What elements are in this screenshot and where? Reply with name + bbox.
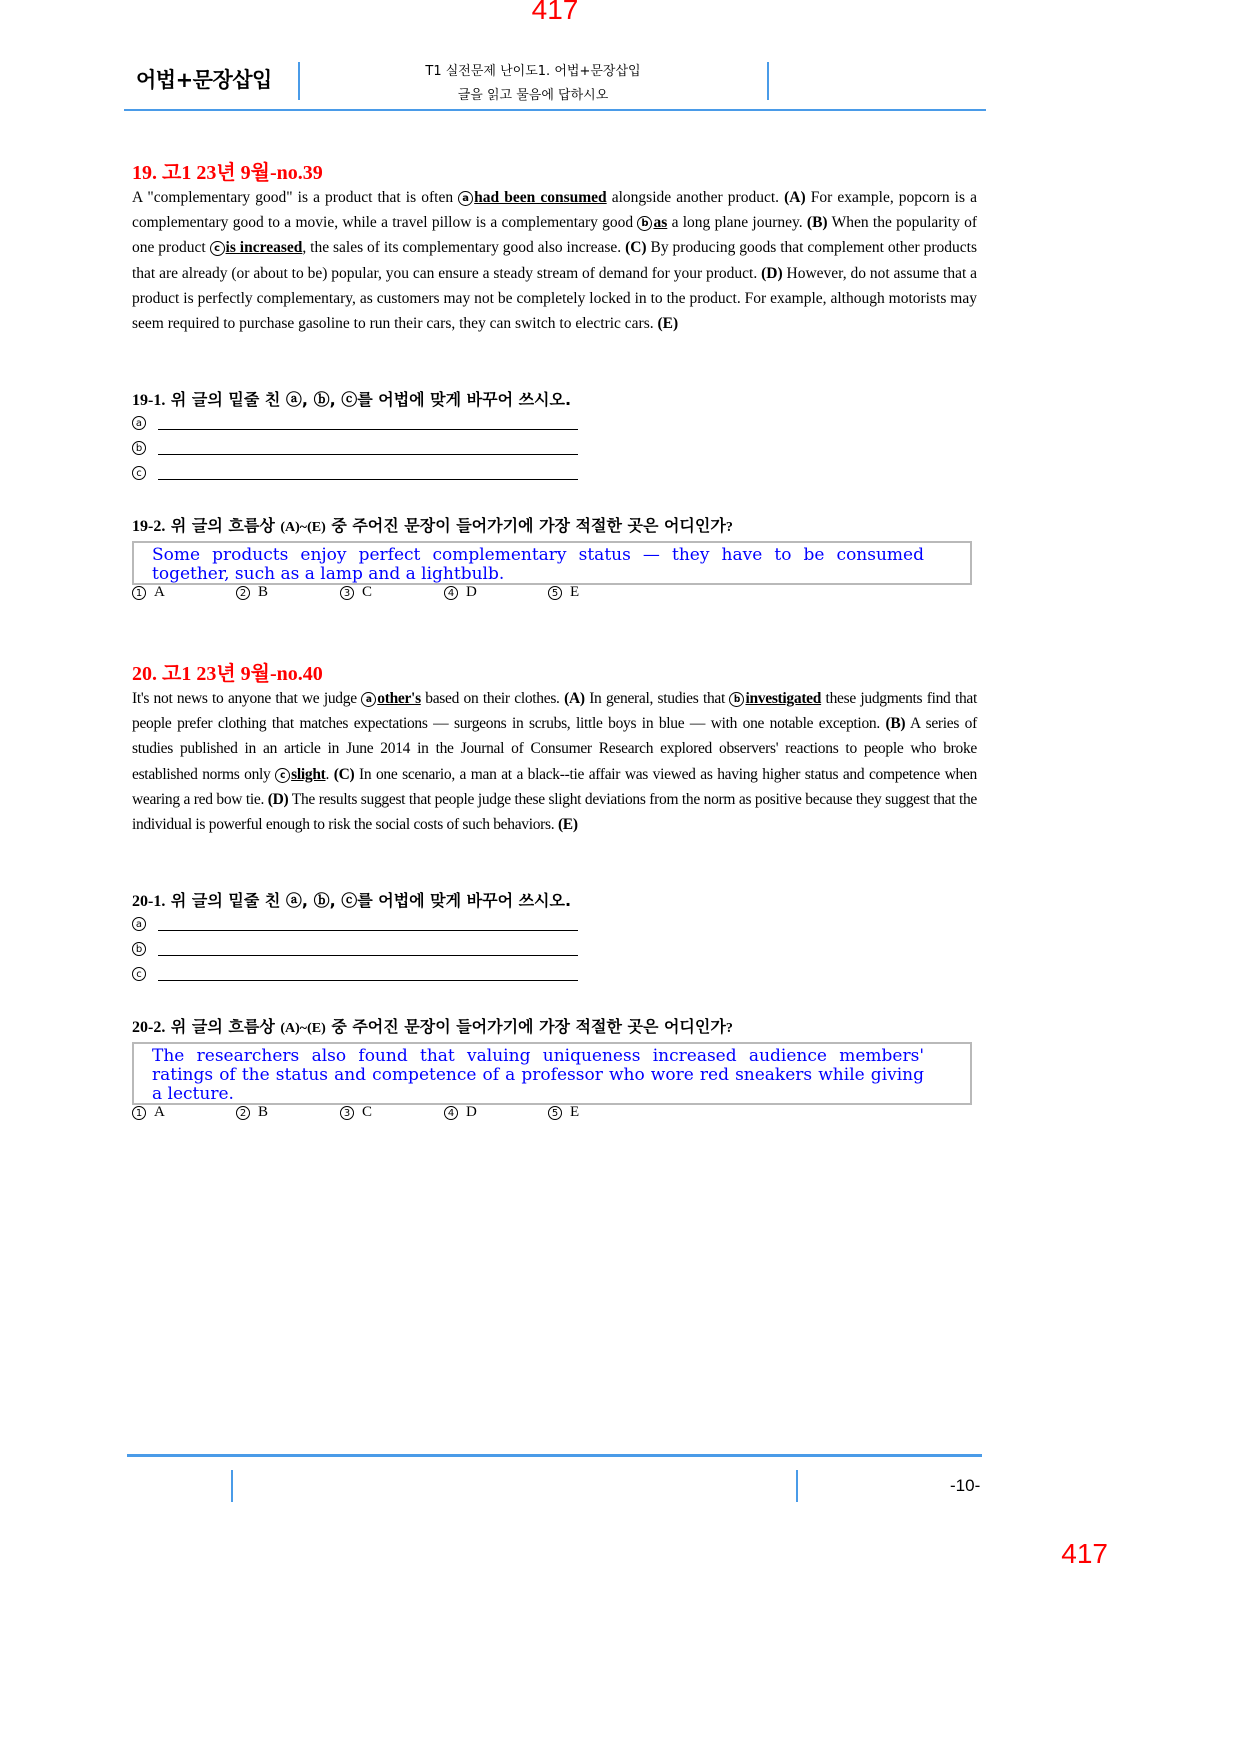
underlined-b: investigated bbox=[745, 690, 822, 707]
insert-marker-a: (A) bbox=[784, 189, 806, 206]
insert-marker-e: (E) bbox=[657, 315, 679, 333]
subquestion-text: 중 주어진 문장이 들어가기에 가장 적절한 곳은 어디인가 bbox=[325, 1017, 726, 1036]
subquestion-qmark: ? bbox=[725, 1021, 733, 1036]
circled-c-icon: c bbox=[132, 967, 146, 981]
passage-text: The results suggest that people judge these slight deviations from the norm as positive because they suggest that the individual is powerful enough to risk the social costs of such behaviors. bbox=[132, 790, 977, 834]
answer-row-c[interactable] bbox=[132, 466, 578, 480]
choice-2[interactable] bbox=[236, 1104, 340, 1121]
subquestion-number: 20-2. bbox=[132, 1019, 166, 1036]
question-title: 19. 고1 23년 9월-no.39 bbox=[132, 162, 323, 184]
circled-a-icon: a bbox=[132, 416, 146, 430]
insert-marker-b: (B) bbox=[885, 715, 906, 733]
answer-choices bbox=[132, 584, 652, 601]
passage bbox=[132, 686, 977, 837]
choice-label: E bbox=[570, 584, 580, 600]
answer-row-c[interactable] bbox=[132, 967, 578, 981]
passage-text: By producing goods that complement other products that are already (or about to be) popular, you can ensure a steady stream of demand for your product. bbox=[132, 239, 978, 282]
passage-text: In general, studies that bbox=[584, 690, 730, 707]
answer-row-a[interactable] bbox=[132, 416, 578, 430]
choice-label: C bbox=[362, 1104, 373, 1120]
circled-b-icon: b bbox=[132, 441, 146, 455]
page-number-top: 417 bbox=[531, 0, 579, 25]
insert-marker-a: (A) bbox=[564, 690, 585, 707]
given-sentence-box bbox=[132, 541, 972, 585]
circled-number-icon: 3 bbox=[340, 1106, 354, 1120]
choice-label: D bbox=[466, 584, 477, 600]
subquestion-qmark: ? bbox=[725, 520, 733, 535]
choice-4[interactable] bbox=[444, 1104, 548, 1121]
choice-3[interactable] bbox=[340, 1104, 444, 1121]
insert-marker-e: (E) bbox=[557, 816, 578, 834]
header-subtitle-line2: 글을 읽고 물음에 답하시오 bbox=[457, 88, 609, 103]
subquestion-insertion bbox=[132, 513, 733, 536]
choice-label: B bbox=[258, 1104, 269, 1120]
circled-a-icon: a bbox=[132, 917, 146, 931]
subquestion-text: 위 글의 흐름상 bbox=[165, 1017, 281, 1036]
choice-1[interactable] bbox=[132, 1104, 236, 1121]
answer-blank[interactable] bbox=[158, 943, 578, 956]
page-number-bottom: 417 bbox=[1061, 1538, 1108, 1569]
choice-5[interactable] bbox=[548, 1104, 652, 1121]
choice-label: D bbox=[466, 1104, 477, 1120]
subquestion-text: 위 글의 밑줄 친 ⓐ, ⓑ, ⓒ를 어법에 맞게 바꾸어 쓰시오. bbox=[165, 891, 572, 910]
footer-divider-left bbox=[231, 1470, 233, 1502]
passage-text: For example, popcorn is a complementary good to a movie, while a travel pillow is a complementary good bbox=[132, 189, 977, 232]
circled-number-icon: 1 bbox=[132, 586, 146, 600]
circled-c-icon: c bbox=[275, 768, 290, 783]
insert-marker-c: (C) bbox=[625, 239, 647, 257]
underlined-a: other's bbox=[377, 690, 421, 707]
passage-text: When the popularity of one product bbox=[132, 214, 978, 257]
circled-number-icon: 4 bbox=[444, 1106, 458, 1120]
circled-number-icon: 5 bbox=[548, 1106, 562, 1120]
given-sentence: The researchers also found that valuing uniqueness increased audience members' ratings of the status and competence of a professor who wore red sneakers while giving a lecture. bbox=[152, 1046, 924, 1104]
answer-blank[interactable] bbox=[158, 442, 578, 455]
underlined-b: as bbox=[653, 214, 668, 232]
header-divider-right bbox=[767, 62, 769, 100]
subquestion-text: 위 글의 흐름상 bbox=[165, 516, 281, 535]
insert-marker-b: (B) bbox=[806, 214, 828, 232]
footer-page-number: -10- bbox=[950, 1476, 981, 1495]
header-subtitle-line1: T1 실전문제 난이도1. 어법+문장삽입 bbox=[425, 64, 641, 79]
answer-blank[interactable] bbox=[158, 918, 578, 931]
passage-text: a long plane journey. bbox=[667, 214, 807, 232]
answer-blank[interactable] bbox=[158, 968, 578, 981]
answer-blank[interactable] bbox=[158, 417, 578, 430]
circled-number-icon: 4 bbox=[444, 586, 458, 600]
choice-label: A bbox=[154, 1104, 165, 1120]
choice-label: B bbox=[258, 584, 269, 600]
choice-2[interactable] bbox=[236, 584, 340, 601]
header-rule bbox=[124, 109, 986, 111]
choice-3[interactable] bbox=[340, 584, 444, 601]
subquestion-text: 중 주어진 문장이 들어가기에 가장 적절한 곳은 어디인가 bbox=[325, 516, 726, 535]
answer-choices bbox=[132, 1104, 652, 1121]
choice-4[interactable] bbox=[444, 584, 548, 601]
answer-blank[interactable] bbox=[158, 467, 578, 480]
passage-text: A "complementary good" is a product that is often bbox=[132, 189, 459, 206]
passage-text: However, do not assume that a product is perfectly complementary, as customers may not be completely locked in to the product. For example, although motorists may seem required to purchase gasoline to run their cars, they can switch to electric cars. bbox=[132, 264, 978, 333]
passage-text: these judgments find that people prefer clothing that matches expectations — surgeons in scrubs, little boys in blue — with one notable exception. bbox=[132, 690, 977, 733]
insert-marker-c: (C) bbox=[333, 765, 355, 783]
choice-1[interactable] bbox=[132, 584, 236, 601]
circled-number-icon: 3 bbox=[340, 586, 354, 600]
choice-5[interactable] bbox=[548, 584, 652, 601]
subquestion-range: (A)~(E) bbox=[280, 1021, 326, 1036]
answer-row-a[interactable] bbox=[132, 917, 578, 931]
passage-text: A series of studies published in an article in June 2014 in the Journal of Consumer Research explored observers' reactions to people who broke established norms only bbox=[132, 715, 977, 783]
insert-marker-d: (D) bbox=[267, 790, 289, 808]
question-title: 20. 고1 23년 9월-no.40 bbox=[132, 663, 323, 685]
given-sentence: Some products enjoy perfect complementary status — they have to be consumed together, such as a lamp and a lightbulb. bbox=[152, 545, 924, 584]
subquestion-insertion bbox=[132, 1014, 733, 1037]
header-subtitle bbox=[300, 60, 766, 108]
subquestion-number: 19-1. bbox=[132, 392, 166, 409]
circled-b-icon: b bbox=[729, 692, 744, 707]
insert-marker-d: (D) bbox=[761, 264, 783, 282]
circled-b-icon: b bbox=[132, 942, 146, 956]
circled-number-icon: 1 bbox=[132, 1106, 146, 1120]
circled-c-icon: c bbox=[210, 241, 225, 256]
choice-label: E bbox=[570, 1104, 580, 1120]
subquestion-text: 위 글의 밑줄 친 ⓐ, ⓑ, ⓒ를 어법에 맞게 바꾸어 쓰시오. bbox=[165, 390, 572, 409]
circled-a-icon: a bbox=[458, 191, 473, 206]
choice-label: C bbox=[362, 584, 373, 600]
passage bbox=[132, 185, 977, 336]
footer-divider-right bbox=[796, 1470, 798, 1502]
underlined-a: had been consumed bbox=[474, 189, 607, 206]
circled-a-icon: a bbox=[361, 692, 376, 707]
answer-row-b[interactable] bbox=[132, 441, 578, 455]
passage-text: . bbox=[325, 765, 334, 783]
circled-number-icon: 2 bbox=[236, 586, 250, 600]
underlined-c: slight bbox=[291, 765, 326, 783]
choice-label: A bbox=[154, 584, 165, 600]
underlined-c: is increased bbox=[225, 239, 303, 257]
subquestion-grammar bbox=[132, 888, 571, 911]
passage-text: In one scenario, a man at a black--tie affair was viewed as having higher status and competence when wearing a red bow tie. bbox=[132, 765, 978, 808]
circled-b-icon: b bbox=[637, 216, 652, 231]
passage-text: based on their clothes. bbox=[420, 690, 565, 707]
passage-text: alongside another product. bbox=[606, 189, 785, 206]
answer-row-b[interactable] bbox=[132, 942, 578, 956]
footer-rule bbox=[127, 1454, 982, 1457]
given-sentence-box bbox=[132, 1042, 972, 1105]
subquestion-number: 20-1. bbox=[132, 893, 166, 910]
circled-number-icon: 5 bbox=[548, 586, 562, 600]
header-title: 어법+문장삽입 bbox=[136, 68, 272, 92]
subquestion-grammar bbox=[132, 387, 571, 410]
circled-c-icon: c bbox=[132, 466, 146, 480]
passage-text: , the sales of its complementary good also increase. bbox=[302, 239, 626, 257]
passage-text: It's not news to anyone that we judge bbox=[132, 690, 362, 707]
circled-number-icon: 2 bbox=[236, 1106, 250, 1120]
subquestion-number: 19-2. bbox=[132, 518, 166, 535]
subquestion-range: (A)~(E) bbox=[280, 520, 326, 535]
